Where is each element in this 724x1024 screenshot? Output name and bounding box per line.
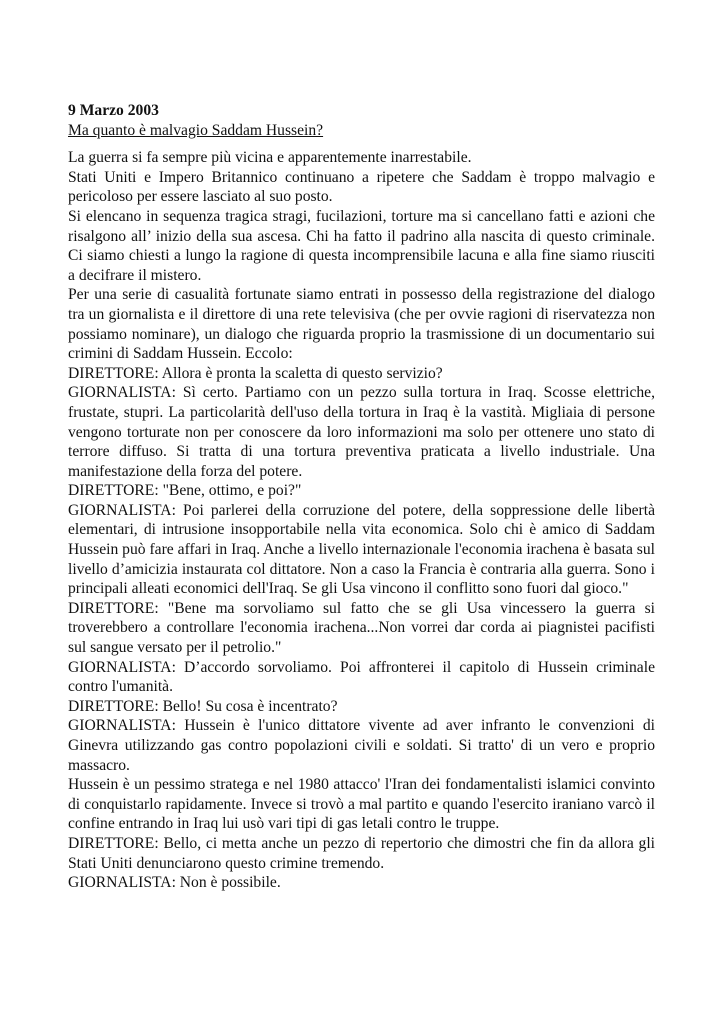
paragraph: Hussein è un pessimo stratega e nel 1980 attacco' l'Iran dei fondamentalisti islamici convinto di conquistarlo rapidamente. Invece si trovò a mal partito e quando l'esercito iraniano varcò il confine entrando in Iraq lui usò vari tipi di gas letali contro le truppe. bbox=[68, 776, 655, 833]
dialogue-line: DIRETTORE: "Bene, ottimo, e poi?" bbox=[68, 482, 302, 500]
paragraph: Stati Uniti e Impero Britannico continuano a ripetere che Saddam è troppo malvagio e pericoloso per essere lasciato al suo posto. bbox=[68, 168, 655, 206]
dialogue-line: GIORNALISTA: Non è possibile. bbox=[68, 874, 281, 892]
paragraph: Si elencano in sequenza tragica stragi, fucilazioni, torture ma si cancellano fatti e azioni che risalgono all’ inizio della sua ascesa. Chi ha fatto il padrino alla nascita di questo criminale. Ci siamo chiesti a lungo la ragione di questa incomprensibile lacuna e alla fine siamo riusciti a decifrare il mistero. bbox=[68, 207, 655, 284]
dialogue-line: DIRETTORE: "Bene ma sorvoliamo sul fatto che se gli Usa vincessero la guerra si troverebbero a controllare l'economia irachena...Non vorrei dar corda ai piagnistei pacifisti sul sangue versato per il petrolio." bbox=[68, 599, 655, 657]
dialogue-line: DIRETTORE: Bello, ci metta anche un pezzo di repertorio che dimostri che fin da allora gli Stati Uniti denunciarono questo crimine tremendo. bbox=[68, 834, 655, 872]
document-page bbox=[68, 101, 655, 893]
dialogue-line: GIORNALISTA: D’accordo sorvoliamo. Poi affronterei il capitolo di Hussein criminale contro l'umanità. bbox=[68, 658, 655, 696]
document-title: Ma quanto è malvagio Saddam Hussein? bbox=[68, 121, 324, 139]
dialogue-line: DIRETTORE: Bello! Su cosa è incentrato? bbox=[68, 697, 338, 715]
document-date: 9 Marzo 2003 bbox=[68, 102, 159, 119]
paragraph: La guerra si fa sempre più vicina e apparentemente inarrestabile. bbox=[68, 149, 472, 167]
dialogue-line: GIORNALISTA: Sì certo. Partiamo con un pezzo sulla tortura in Iraq. Scosse elettriche, frustate, stupri. La particolarità dell'uso della tortura in Iraq è la vastità. Migliaia di persone vengono torturate non per conoscere da loro informazioni ma solo per ottenere uno stato di terrore diffuso. Si tratta di una tortura preventiva praticata a livello industriale. Una manifestazione della forza del potere. bbox=[68, 384, 655, 480]
dialogue-line: GIORNALISTA: Hussein è l'unico dittatore vivente ad aver infranto le convenzioni di Ginevra utilizzando gas contro popolazioni civili e soldati. Si tratto' di un vero e proprio massacro. bbox=[68, 717, 655, 774]
dialogue-line: GIORNALISTA: Poi parlerei della corruzione del potere, della soppressione delle libertà elementari, di intrusione insopportabile nella vita economica. Solo chi è amico di Saddam Hussein può fare affari in Iraq. Anche a livello internazionale l'economia irachena è basata sul livello d’amicizia instaurata col dittatore. Non a caso la Francia è contraria alla guerra. Sono i principali alleati economici dell'Iraq. Se gli Usa vincono il conflitto sono fuori dal gioco." bbox=[68, 501, 655, 598]
dialogue-line: DIRETTORE: Allora è pronta la scaletta di questo servizio? bbox=[68, 364, 443, 382]
paragraph: Per una serie di casualità fortunate siamo entrati in possesso della registrazione del dialogo tra un giornalista e il direttore di una rete televisiva (che per ovvie ragioni di riservatezza non possiamo nominare), un dialogo che riguarda proprio la trasmissione di un documentario sui crimini di Saddam Hussein. Eccolo: bbox=[68, 286, 655, 363]
